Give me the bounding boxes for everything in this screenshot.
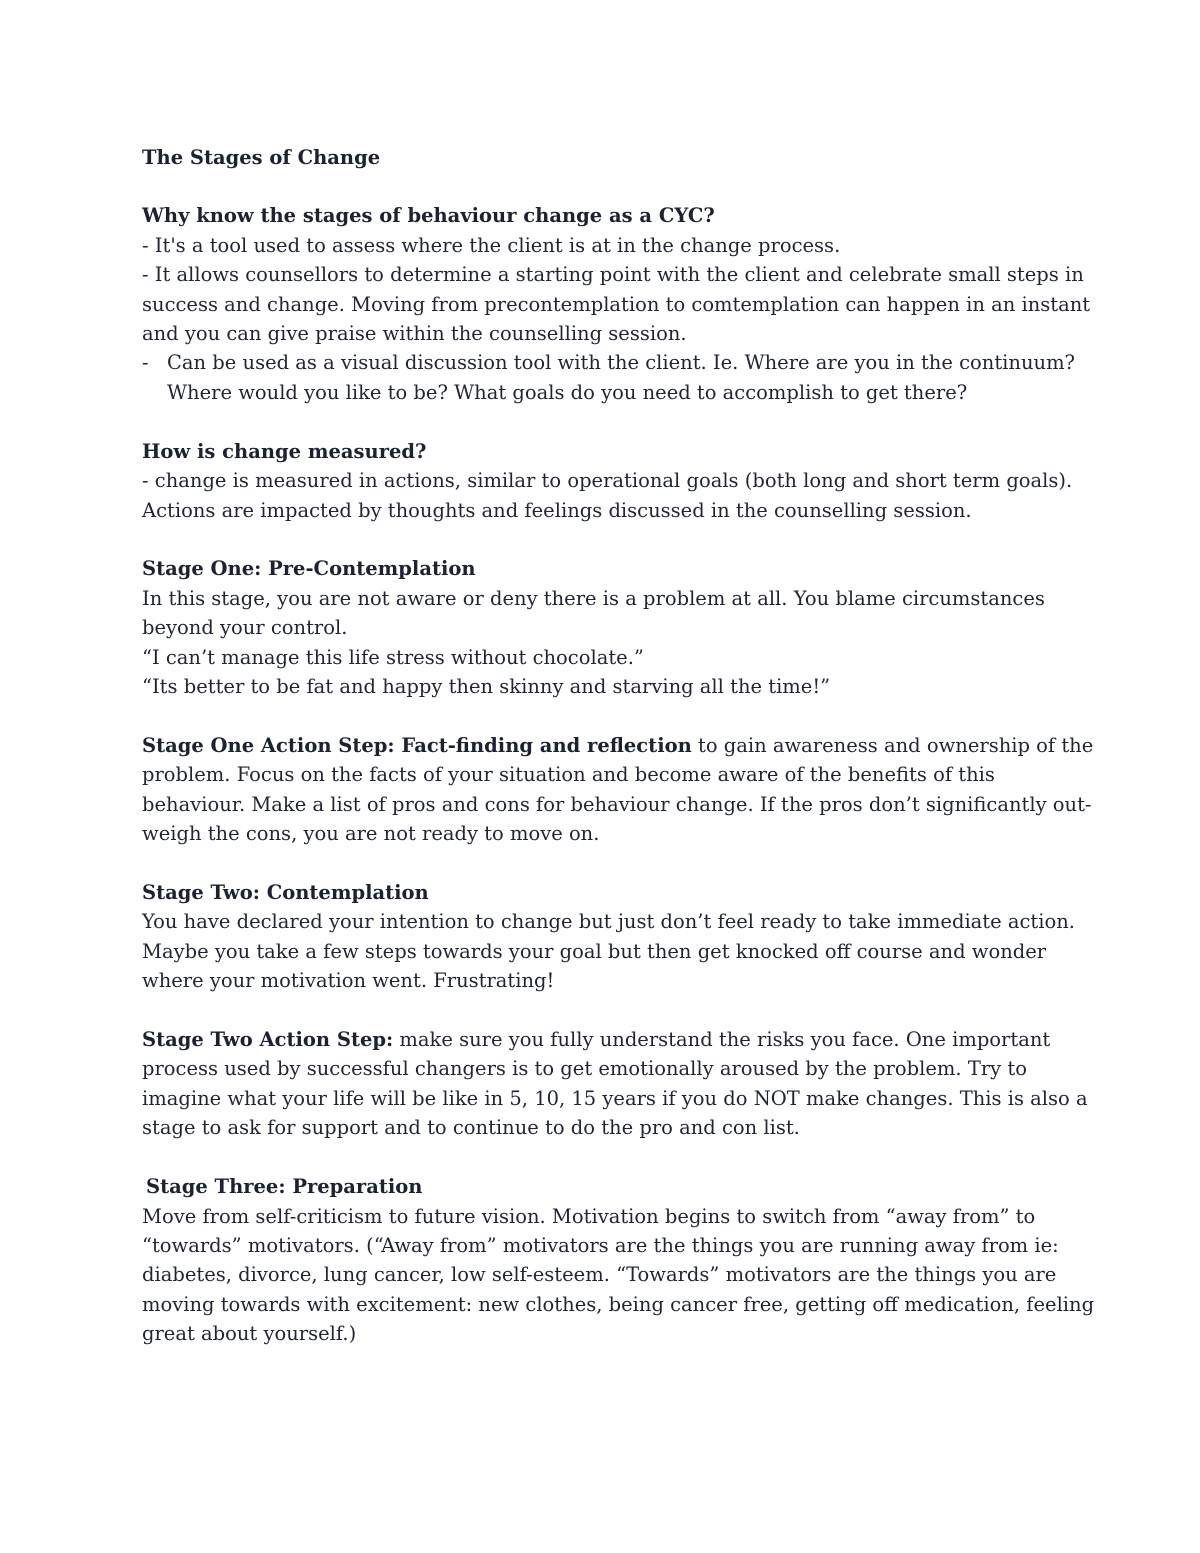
measure-line-1: - change is measured in actions, similar to operational goals (both long and short term goals). [142, 469, 1073, 492]
stage-two-action-line-2: process used by successful changers is to get emotionally aroused by the problem. Try to [142, 1057, 1027, 1080]
stage-three-line-3: diabetes, divorce, lung cancer, low self-esteem. “Towards” motivators are the things you are [142, 1263, 1057, 1286]
stage-one-action-line-2: problem. Focus on the facts of your situation and become aware of the benefits of this [142, 763, 995, 786]
why-line-2: - It allows counsellors to determine a starting point with the client and celebrate small steps in [142, 263, 1084, 286]
stage-one-action-label: Stage One Action Step: Fact-finding and reflection [142, 734, 692, 757]
stage-two-line-2: Maybe you take a few steps towards your goal but then get knocked off course and wonder [142, 940, 1047, 963]
stage-one-action-rest: to gain awareness and ownership of the [691, 734, 1094, 757]
stage-one-quote-1: “I can’t manage this life stress without chocolate.” [142, 646, 644, 669]
why-line-3: success and change. Moving from precontemplation to comtemplation can happen in an instant [142, 293, 1091, 316]
stage-two-action-rest: make sure you fully understand the risks you face. One important [393, 1028, 1051, 1051]
stage-three-line-1: Move from self-criticism to future vision. Motivation begins to switch from “away from” to [142, 1205, 1036, 1228]
stage-two-action-line-4: stage to ask for support and to continue to do the pro and con list. [142, 1116, 800, 1139]
measure-heading: How is change measured? [142, 440, 427, 463]
stage-three-line-4: moving towards with excitement: new clothes, being cancer free, getting off medication, feeling [142, 1293, 1095, 1316]
stage-three-line-5: great about yourself.) [142, 1322, 357, 1345]
stage-two-heading: Stage Two: Contemplation [142, 881, 429, 904]
bullet-marker: - [142, 351, 149, 374]
stage-one-line-1: In this stage, you are not aware or deny there is a problem at all. You blame circumstances [142, 587, 1045, 610]
stage-one-quote-2: “Its better to be fat and happy then skinny and starving all the time!” [142, 675, 831, 698]
stage-three-line-2: “towards” motivators. (“Away from” motivators are the things you are running away from ie: [142, 1234, 1059, 1257]
why-line-4: and you can give praise within the counselling session. [142, 322, 687, 345]
stage-two-action-label: Stage Two Action Step: [142, 1028, 394, 1051]
stage-two-action-first-line [142, 1025, 1050, 1055]
stage-three-heading: Stage Three: Preparation [146, 1175, 423, 1198]
measure-line-2: Actions are impacted by thoughts and feelings discussed in the counselling session. [142, 499, 972, 522]
stage-one-action-first-line [142, 731, 1093, 761]
bullet-line-2: Where would you like to be? What goals do you need to accomplish to get there? [167, 381, 968, 404]
stage-one-line-2: beyond your control. [142, 616, 348, 639]
stage-one-action-line-4: weigh the cons, you are not ready to move on. [142, 822, 600, 845]
stage-one-action-line-3: behaviour. Make a list of pros and cons for behaviour change. If the pros don’t significantly out- [142, 793, 1092, 816]
bullet-line-1: Can be used as a visual discussion tool with the client. Ie. Where are you in the continuum? [167, 351, 1076, 374]
why-heading: Why know the stages of behaviour change as a CYC? [142, 204, 715, 227]
stage-one-heading: Stage One: Pre-Contemplation [142, 557, 476, 580]
stage-two-line-1: You have declared your intention to change but just don’t feel ready to take immediate action. [142, 910, 1076, 933]
stage-two-action-line-3: imagine what your life will be like in 5, 10, 15 years if you do NOT make changes. This is also a [142, 1087, 1088, 1110]
stage-two-line-3: where your motivation went. Frustrating! [142, 969, 555, 992]
document-title: The Stages of Change [142, 146, 381, 169]
why-line-1: - It's a tool used to assess where the client is at in the change process. [142, 234, 841, 257]
